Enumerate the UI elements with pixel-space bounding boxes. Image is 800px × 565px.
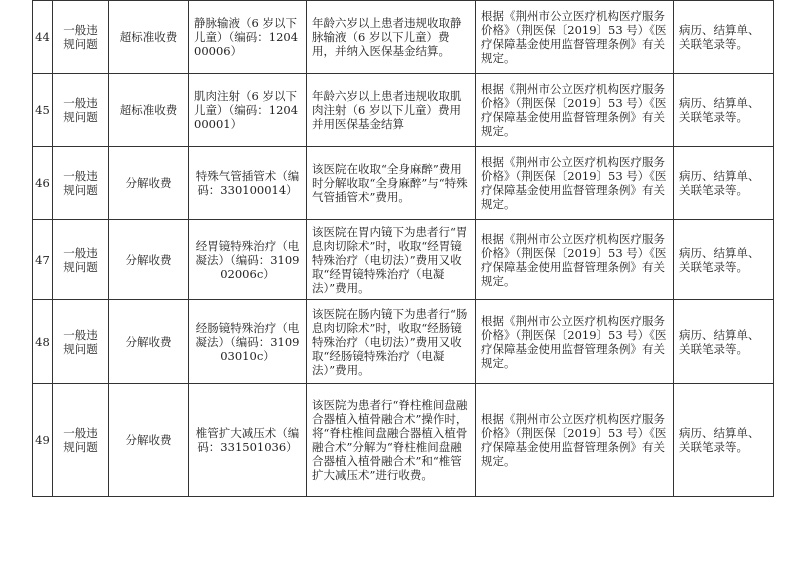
violation-type: 分解收费 [109,147,189,220]
table-row [33,220,774,300]
charge-item: 静脉输液（6 岁以下儿童）（编码：120400006） [189,1,307,74]
row-index: 46 [33,147,53,220]
violation-description: 该医院在肠内镜下为患者行“肠息肉切除术”时，收取“经肠镜特殊治疗（电切法）”费用又收取“经肠镜特殊治疗（电凝法）”费用。 [307,300,476,384]
violations-table [32,0,774,497]
evidence: 病历、结算单、关联笔录等。 [674,74,774,147]
violation-type: 超标准收费 [109,1,189,74]
evidence: 病历、结算单、关联笔录等。 [674,300,774,384]
evidence: 病历、结算单、关联笔录等。 [674,220,774,300]
issue-category: 一般违规问题 [53,147,109,220]
violation-description: 该医院在收取“全身麻醉”费用时分解收取“全身麻醉”与“特殊气管插管术”费用。 [307,147,476,220]
charge-item: 肌肉注射（6 岁以下儿童）（编码：120400001） [189,74,307,147]
violation-description: 该医院为患者行“脊柱椎间盘融合器植入植骨融合术”操作时，将“脊柱椎间盘融合器植入植骨融合术”分解为“脊柱椎间盘融合器植入植骨融合术”和“椎管扩大减压术”进行收费。 [307,384,476,497]
evidence: 病历、结算单、关联笔录等。 [674,384,774,497]
row-index: 48 [33,300,53,384]
violation-type: 分解收费 [109,384,189,497]
legal-basis: 根据《荆州市公立医疗机构医疗服务价格》（荆医保〔2019〕53 号）《医疗保障基金使用监督管理条例》有关规定。 [476,74,674,147]
issue-category: 一般违规问题 [53,1,109,74]
row-index: 44 [33,1,53,74]
table-row [33,147,774,220]
violation-type: 超标准收费 [109,74,189,147]
charge-item: 经胃镜特殊治疗（电凝法）（编码：310902006c） [189,220,307,300]
table-row [33,1,774,74]
table-row [33,74,774,147]
row-index: 47 [33,220,53,300]
legal-basis: 根据《荆州市公立医疗机构医疗服务价格》（荆医保〔2019〕53 号）《医疗保障基金使用监督管理条例》有关规定。 [476,220,674,300]
legal-basis: 根据《荆州市公立医疗机构医疗服务价格》（荆医保〔2019〕53 号）《医疗保障基金使用监督管理条例》有关规定。 [476,384,674,497]
table-row [33,384,774,497]
violation-type: 分解收费 [109,220,189,300]
legal-basis: 根据《荆州市公立医疗机构医疗服务价格》（荆医保〔2019〕53 号）《医疗保障基金使用监督管理条例》有关规定。 [476,300,674,384]
violation-type: 分解收费 [109,300,189,384]
charge-item: 经肠镜特殊治疗（电凝法）（编码：310903010c） [189,300,307,384]
violation-description: 该医院在胃内镜下为患者行“胃息肉切除术”时，收取“经胃镜特殊治疗（电切法）”费用又收取“经胃镜特殊治疗（电凝法）”费用。 [307,220,476,300]
legal-basis: 根据《荆州市公立医疗机构医疗服务价格》（荆医保〔2019〕53 号）《医疗保障基金使用监督管理条例》有关规定。 [476,1,674,74]
charge-item: 椎管扩大减压术（编码：331501036） [189,384,307,497]
charge-item: 特殊气管插管术（编码：330100014） [189,147,307,220]
issue-category: 一般违规问题 [53,384,109,497]
table-row [33,300,774,384]
legal-basis: 根据《荆州市公立医疗机构医疗服务价格》（荆医保〔2019〕53 号）《医疗保障基金使用监督管理条例》有关规定。 [476,147,674,220]
row-index: 45 [33,74,53,147]
row-index: 49 [33,384,53,497]
violation-description: 年龄六岁以上患者违规收取静脉输液（6 岁以下儿童）费用，并纳入医保基金结算。 [307,1,476,74]
issue-category: 一般违规问题 [53,220,109,300]
issue-category: 一般违规问题 [53,300,109,384]
evidence: 病历、结算单、关联笔录等。 [674,147,774,220]
violation-description: 年龄六岁以上患者违规收取肌肉注射（6 岁以下儿童）费用并用医保基金结算 [307,74,476,147]
issue-category: 一般违规问题 [53,74,109,147]
evidence: 病历、结算单、关联笔录等。 [674,1,774,74]
